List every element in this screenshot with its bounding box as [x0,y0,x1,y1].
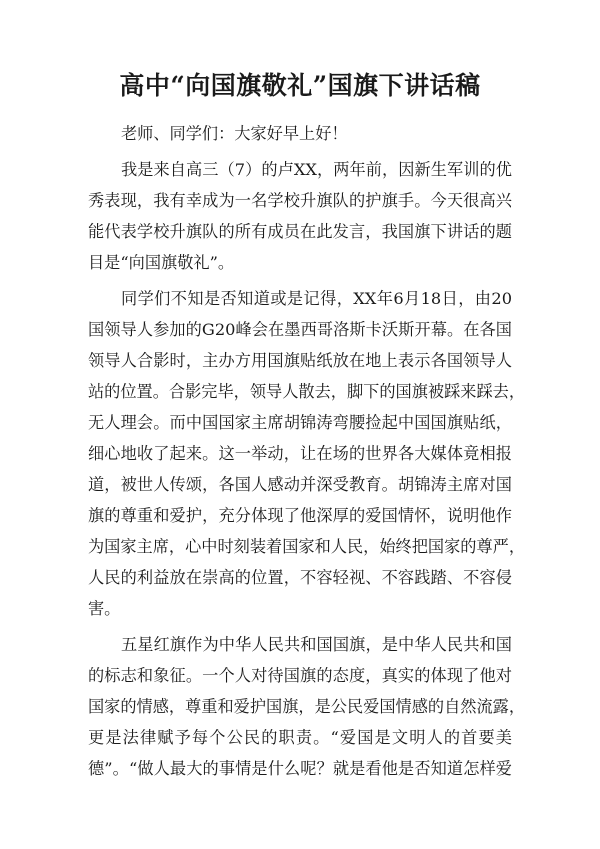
paragraph-line: 德”。“做人最大的事情是什么呢？就是看他是否知道怎样爱 [88,759,512,778]
paragraph-line: 秀表现，我有幸成为一名学校升旗队的护旗手。今天很高兴 [88,191,512,210]
greeting-paragraph [88,118,512,149]
paragraph-line: 的标志和象征。一个人对待国旗的态度，真实的体现了他对 [88,666,512,685]
document-body [88,118,526,789]
paragraph-line: 无人理会。而中国国家主席胡锦涛弯腰捡起中国国旗贴纸， [88,413,512,432]
paragraph-line: 领导人合影时，主办方用国旗贴纸放在地上表示各国领导人 [88,351,512,370]
paragraph-line: 细心地收了起来。这一举动，让在场的世界各大媒体竟相报 [88,444,512,463]
paragraph-line: 站的位置。合影完毕，领导人散去，脚下的国旗被踩来踩去， [88,382,526,401]
introduction-paragraph [88,154,512,278]
paragraph-line: 为国家主席，心中时刻装着国家和人民，始终把国家的尊严， [88,537,526,556]
paragraph-line: 我是来自高三（7）的卢XX，两年前，因新生军训的优 [121,160,512,179]
paragraph-line: 人民的利益放在崇高的位置，不容轻视、不容践踏、不容侵 [88,568,512,587]
paragraph-line: 国家的情感，尊重和爱护国旗，是公民爱国情感的自然流露， [88,697,526,716]
g20-story-paragraph [88,283,526,624]
paragraph-line: 能代表学校升旗队的所有成员在此发言，我国旗下讲话的题 [88,222,512,241]
paragraph-line: 道，被世人传颂，各国人感动并深受教育。胡锦涛主席对国 [88,475,512,494]
paragraph-line: 国领导人参加的G20峰会在墨西哥洛斯卡沃斯开幕。在各国 [88,320,512,339]
paragraph-line: 老师、同学们：大家好早上好！ [121,124,348,143]
paragraph-line: 旗的尊重和爱护，充分体现了他深厚的爱国情怀，说明他作 [88,506,512,525]
paragraph-line: 害。 [88,599,121,618]
document-title: 高中“向国旗敬礼”国旗下讲话稿 [119,71,481,100]
paragraph-line: 同学们不知是否知道或是记得，XX年6月18日，由20 [121,289,512,308]
paragraph-line: 更是法律赋予每个公民的职责。“爱国是文明人的首要美 [88,728,512,747]
paragraph-line: 五星红旗作为中华人民共和国国旗，是中华人民共和国 [121,635,512,654]
paragraph-line: 目是“向国旗敬礼”。 [88,253,235,272]
national-flag-paragraph [88,629,526,784]
